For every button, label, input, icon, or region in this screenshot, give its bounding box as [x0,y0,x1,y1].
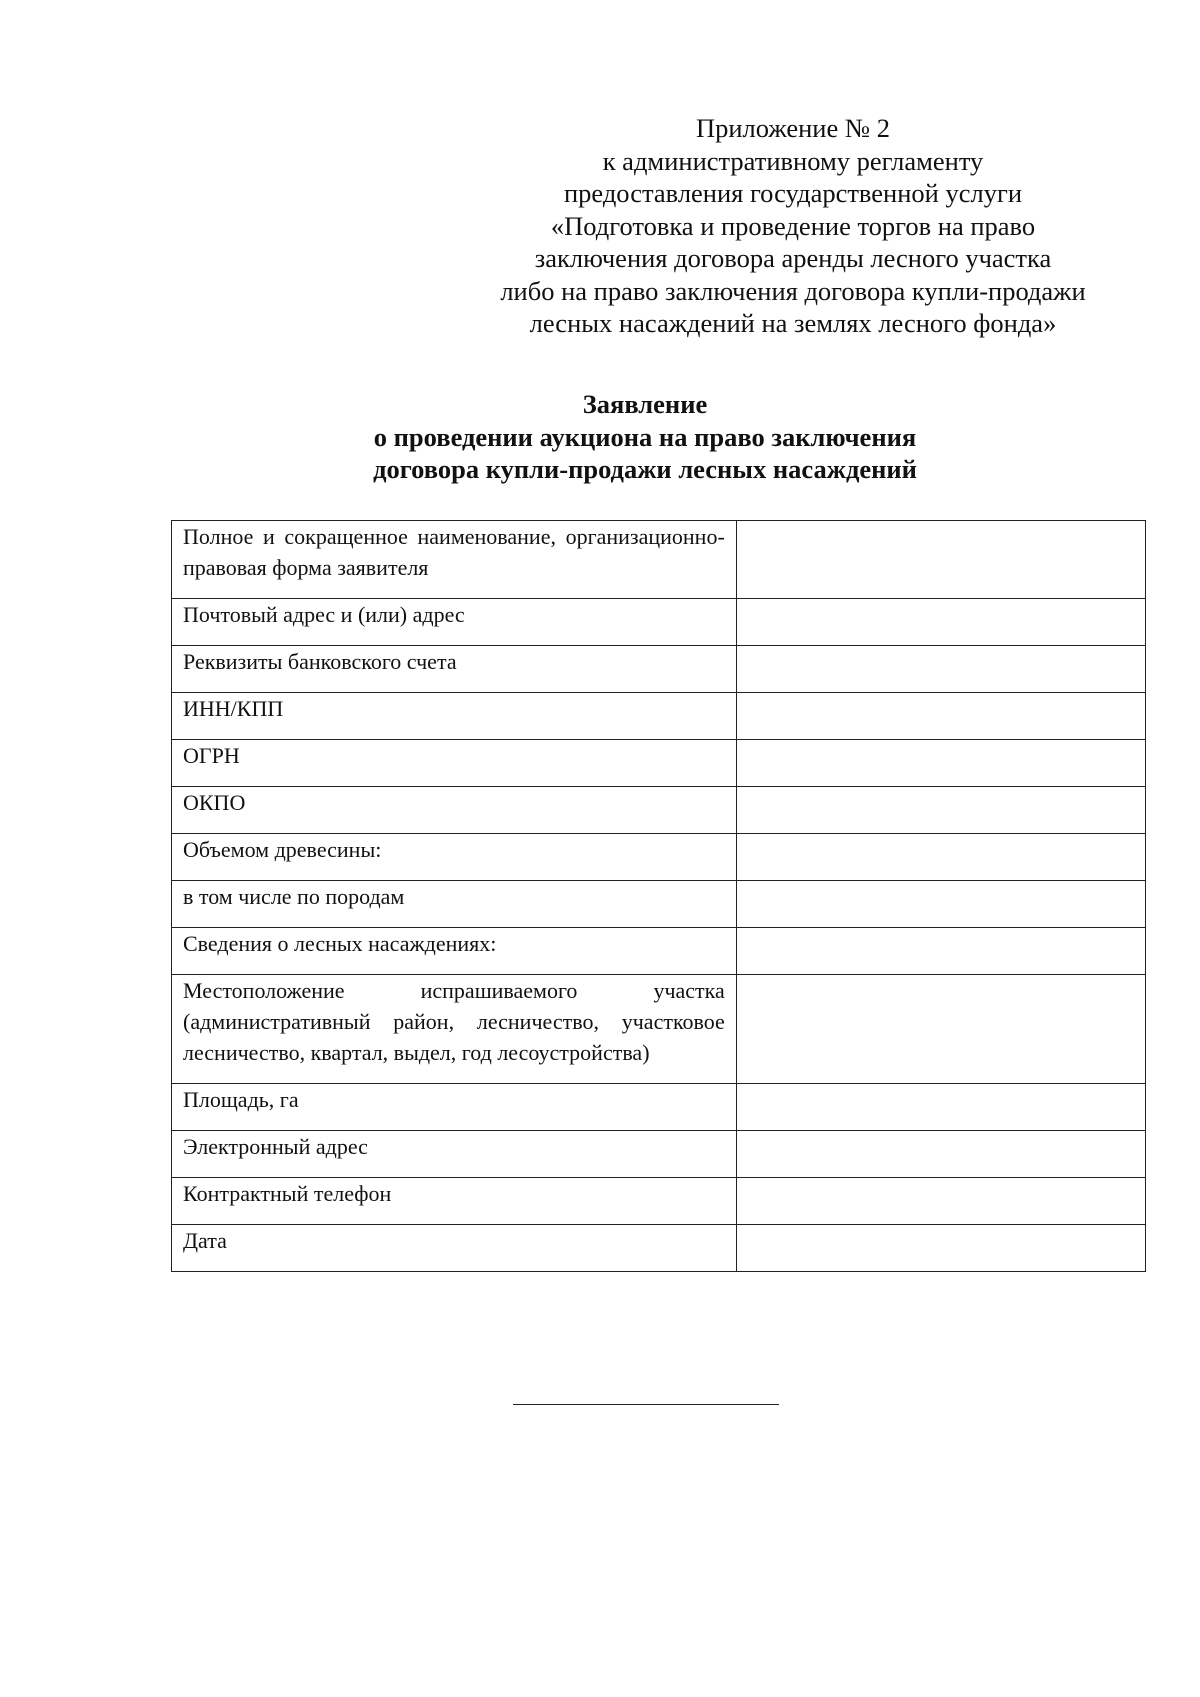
field-value-postal-address[interactable] [736,599,1145,646]
appendix-line: к административному регламенту [602,145,984,176]
title-line: Заявление [582,389,708,419]
appendix-header [468,112,1118,340]
table-row [172,881,1146,928]
table-row [172,599,1146,646]
field-value-ogrn[interactable] [736,740,1145,787]
table-row [172,693,1146,740]
table-row [172,787,1146,834]
table-row [172,1178,1146,1225]
title-line: о проведении аукциона на право заключения [373,421,917,452]
field-value-phone[interactable] [736,1178,1145,1225]
field-value-by-species[interactable] [736,881,1145,928]
appendix-line: «Подготовка и проведение торгов на право [550,210,1036,241]
appendix-line: заключения договора аренды лесного участка [534,243,1052,273]
document-title [170,388,1120,486]
appendix-line: предоставления государственной услуги [563,178,1023,208]
table-row [172,834,1146,881]
field-label-location: Местоположение испрашиваемого участка (административный район, лесничество, участковое лесничество, квартал, выдел, год лесоустройства) [172,975,737,1084]
application-form-table [171,520,1146,1272]
appendix-line: Приложение № 2 [695,113,890,143]
field-label-bank-details: Реквизиты банковского счета [172,646,737,693]
field-label-email: Электронный адрес [172,1131,737,1178]
table-row [172,1131,1146,1178]
field-label-by-species: в том числе по породам [172,881,737,928]
field-value-date[interactable] [736,1225,1145,1272]
field-value-okpo[interactable] [736,787,1145,834]
field-label-inn-kpp: ИНН/КПП [172,693,737,740]
field-value-forest-info[interactable] [736,928,1145,975]
field-value-applicant-name[interactable] [736,521,1145,599]
signature-line [513,1404,779,1405]
field-label-forest-info: Сведения о лесных насаждениях: [172,928,737,975]
field-value-location[interactable] [736,975,1145,1084]
appendix-line: либо на право заключения договора купли-продажи [500,275,1086,306]
field-label-date: Дата [172,1225,737,1272]
field-value-inn-kpp[interactable] [736,693,1145,740]
table-row [172,928,1146,975]
field-value-email[interactable] [736,1131,1145,1178]
field-label-ogrn: ОГРН [172,740,737,787]
field-label-okpo: ОКПО [172,787,737,834]
field-value-bank-details[interactable] [736,646,1145,693]
field-label-wood-volume: Объемом древесины: [172,834,737,881]
table-row [172,521,1146,599]
table-row [172,646,1146,693]
table-row [172,1225,1146,1272]
table-row [172,740,1146,787]
table-row [172,1084,1146,1131]
field-value-area[interactable] [736,1084,1145,1131]
field-value-wood-volume[interactable] [736,834,1145,881]
field-label-area: Площадь, га [172,1084,737,1131]
field-label-applicant-name: Полное и сокращенное наименование, организационно-правовая форма заявителя [172,521,737,599]
field-label-phone: Контрактный телефон [172,1178,737,1225]
field-label-postal-address: Почтовый адрес и (или) адрес [172,599,737,646]
title-line: договора купли-продажи лесных насаждений [373,454,917,484]
appendix-line: лесных насаждений на землях лесного фонда» [529,308,1057,338]
table-row [172,975,1146,1084]
